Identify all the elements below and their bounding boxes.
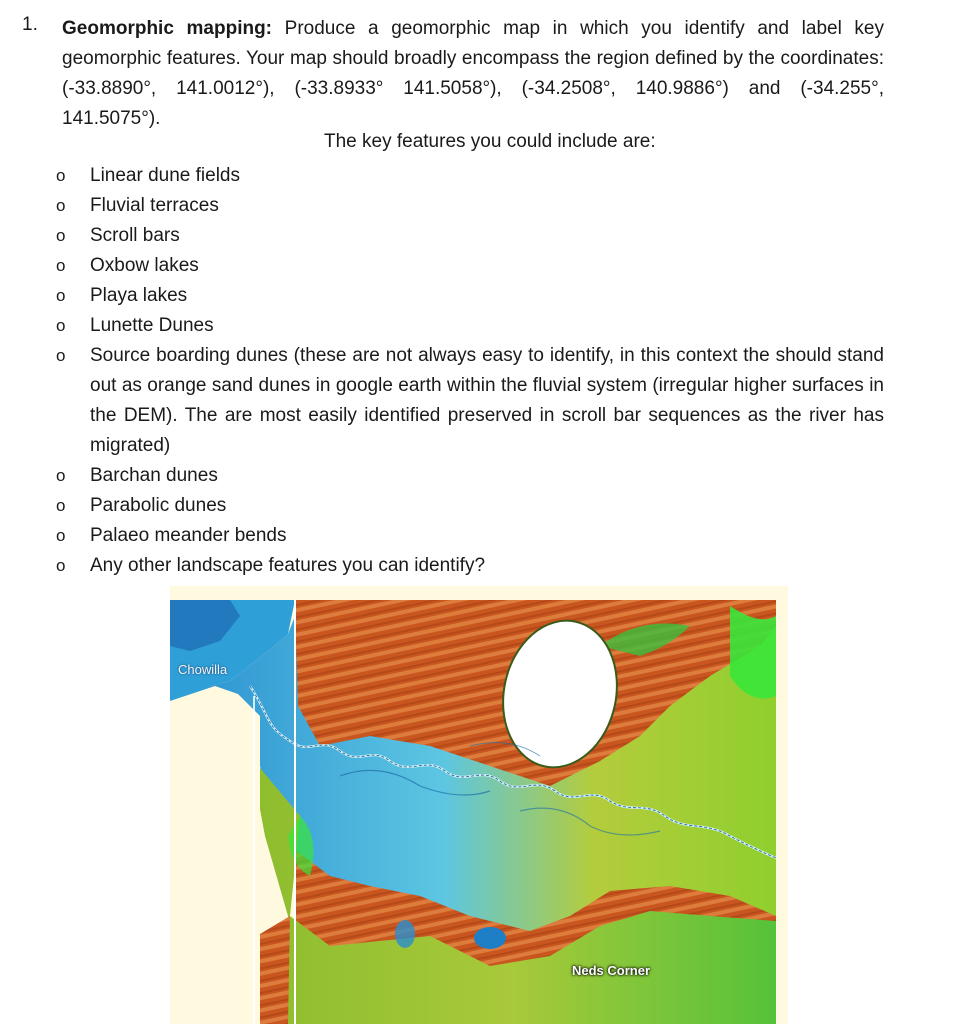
feature-text: Oxbow lakes	[90, 255, 199, 276]
green-upland-east	[730, 606, 776, 699]
question-text	[62, 14, 884, 134]
feature-list-item	[0, 191, 884, 221]
no-data-block-southwest	[170, 686, 260, 1024]
bullet-icon: o	[56, 166, 66, 185]
feature-list-item	[0, 251, 884, 281]
bullet-icon: o	[56, 496, 66, 515]
feature-list-item	[0, 221, 884, 251]
bullet-icon: o	[56, 316, 66, 335]
feature-list-item	[0, 161, 884, 191]
feature-text: Parabolic dunes	[90, 495, 227, 516]
feature-list-item	[0, 551, 884, 581]
bullet-icon: o	[56, 196, 66, 215]
bullet-icon: o	[56, 226, 66, 245]
no-data-strip-top	[295, 586, 788, 600]
bullet-icon: o	[56, 556, 66, 575]
bullet-icon: o	[56, 526, 66, 545]
feature-text: Lunette Dunes	[90, 315, 214, 336]
feature-list-item	[0, 461, 884, 491]
question-number: 1.	[22, 14, 38, 35]
feature-text: Any other landscape features you can identify?	[90, 555, 486, 576]
no-data-strip-right	[776, 586, 788, 1024]
features-intro: The key features you could include are:	[324, 131, 656, 152]
label-chowilla: Chowilla	[178, 662, 228, 677]
feature-list-item	[0, 311, 884, 341]
feature-text: Source boarding dunes (these are not always easy to identify, in this context the should stand out as orange sand dunes in google earth within the fluvial system (irregular higher surfaces in the DEM). The are most easily identified preserved in scroll bar sequences as the river has migrated)	[90, 345, 884, 456]
feature-list-item	[0, 341, 884, 461]
feature-list-item	[0, 521, 884, 551]
feature-text: Barchan dunes	[90, 465, 218, 486]
feature-list-item	[0, 281, 884, 311]
feature-list-item	[0, 491, 884, 521]
feature-list	[0, 161, 900, 581]
feature-text: Playa lakes	[90, 285, 188, 306]
feature-text: Fluvial terraces	[90, 195, 219, 216]
feature-text: Palaeo meander bends	[90, 525, 287, 546]
label-neds-corner: Neds Corner	[572, 963, 651, 978]
bullet-icon: o	[56, 346, 66, 365]
feature-text: Scroll bars	[90, 225, 180, 246]
question-body: Produce a geomorphic map in which you identify and label key geomorphic features. Your map should broadly encompass the region defined by the coordinates: (-33.8890°, 141.0012°), (-33.8933° 141.5058°), (-34.2508°, 140.9886°) and (-34.255°, 141.5075°).	[62, 18, 884, 129]
bullet-icon: o	[56, 256, 66, 275]
question-title: Geomorphic mapping:	[62, 18, 273, 39]
bullet-icon: o	[56, 466, 66, 485]
circular-lake	[474, 927, 506, 949]
dem-map-graphic	[170, 586, 788, 1024]
dem-map	[170, 586, 788, 1024]
bullet-icon: o	[56, 286, 66, 305]
feature-text: Linear dune fields	[90, 165, 240, 186]
